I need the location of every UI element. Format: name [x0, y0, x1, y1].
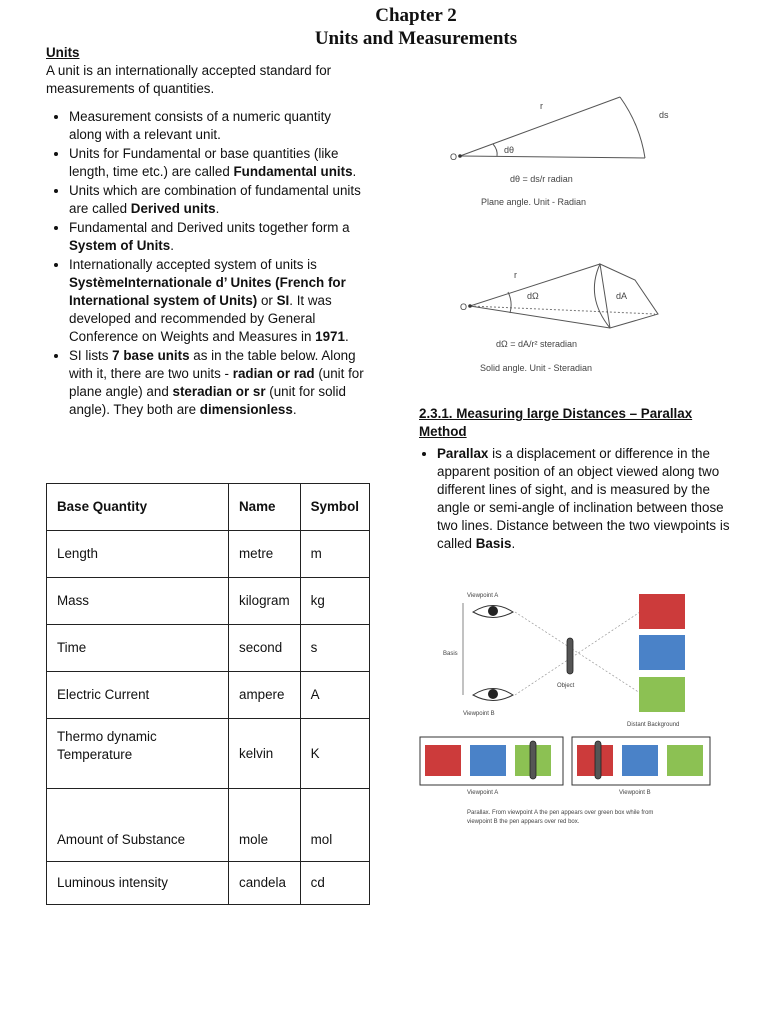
label-distant-background: Distant Background [627, 722, 680, 728]
table-cell: Mass [47, 578, 229, 625]
label-view-a: Viewpoint A [467, 790, 499, 796]
text-run: Internationally accepted system of units is [69, 257, 317, 272]
units-section [46, 44, 364, 420]
table-cell: kelvin [229, 719, 301, 789]
table-cell: A [300, 672, 369, 719]
table-row [47, 789, 370, 862]
table-cell: K [300, 719, 369, 789]
table-header-cell: Base Quantity [47, 484, 229, 531]
view-b-pen [595, 741, 601, 779]
table-cell: candela [229, 862, 301, 905]
table-cell: Luminous intensity [47, 862, 229, 905]
table-header-row [47, 484, 370, 531]
label-da: dA [616, 291, 628, 301]
parallax-bullet-list [419, 445, 741, 553]
label-o: O [460, 302, 468, 312]
background-box-blue [639, 635, 685, 670]
label-domega: dΩ [527, 291, 539, 301]
table-header-cell: Symbol [300, 484, 369, 531]
table-header-cell: Name [229, 484, 301, 531]
table-cell: Amount of Substance [47, 789, 229, 862]
view-b-blue [622, 745, 658, 776]
label-object: Object [557, 683, 575, 689]
text-run: is a displacement or difference in the apparent position of an object viewed along two different lines of sight, and is measured by the angle or semi-angle of inclination between those two lines. Distance between the two viewpoints is called [437, 446, 730, 551]
chapter-heading: Chapter 2 [375, 5, 457, 26]
bold-text: Basis [475, 536, 512, 551]
cone-edge-lower [470, 306, 610, 328]
origin-point [468, 304, 472, 308]
table-cell: m [300, 531, 369, 578]
area-da [600, 264, 658, 328]
table-cell: s [300, 625, 369, 672]
bold-text: Parallax [437, 446, 489, 461]
view-a-pen [530, 741, 536, 779]
table-cell: ampere [229, 672, 301, 719]
table-row [47, 672, 370, 719]
text-run: (unit for solid angle). They both are [69, 384, 346, 417]
text-run: . [215, 201, 220, 216]
view-b-green [667, 745, 703, 776]
text-run: Measurement consists of a numeric quantity along with a relevant unit. [69, 109, 331, 142]
parallax-caption-line1: Parallax. From viewpoint A the pen appears over green box while from [467, 810, 654, 816]
text-run: . It was developed and recommended by General Conference on Weights and Measures in [69, 293, 332, 344]
arc-ds [620, 97, 645, 158]
cone-front-curve [594, 264, 610, 328]
bullet-item [69, 108, 364, 144]
text-run: . [292, 402, 297, 417]
plane-angle-figure [440, 90, 700, 215]
view-a-blue [470, 745, 506, 776]
text-run: Units which are combination of fundamental units are called [69, 183, 361, 216]
table-cell: cd [300, 862, 369, 905]
table-cell: Electric Current [47, 672, 229, 719]
text-run: Units for Fundamental or base quantities (like length, time etc.) are called [69, 146, 339, 179]
label-basis: Basis [443, 651, 458, 657]
units-bullet-list [46, 108, 364, 419]
table-cell: kilogram [229, 578, 301, 625]
text-run: SI lists [69, 348, 113, 363]
bold-text: radian or rad [232, 366, 315, 381]
table-cell: second [229, 625, 301, 672]
table-row [47, 578, 370, 625]
plane-angle-caption: Plane angle. Unit - Radian [481, 197, 587, 207]
text-run: or [257, 293, 277, 308]
label-view-b: Viewpoint B [619, 790, 651, 796]
bullet-item [69, 256, 364, 346]
parallax-caption-line2: viewpoint B the pen appears over red box. [467, 819, 580, 825]
units-intro: A unit is an internationally accepted standard for measurements of quantities. [46, 63, 332, 96]
text-run: . [344, 329, 349, 344]
label-r: r [514, 270, 517, 280]
label-r: r [540, 101, 543, 111]
bold-text: SI [276, 293, 290, 308]
solid-angle-formula: dΩ = dA/r² steradian [496, 339, 578, 349]
bullet-item [69, 219, 364, 255]
text-run: . [352, 164, 357, 179]
bullet-item [69, 145, 364, 181]
eye-icon [473, 606, 513, 618]
text-run: as in the table below. Along with it, there are two units - [69, 348, 356, 381]
table-row [47, 625, 370, 672]
text-run: (unit for plane angle) and [69, 366, 364, 399]
table-cell: mole [229, 789, 301, 862]
plane-angle-formula: dθ = ds/r radian [510, 174, 573, 184]
eye-icon [473, 689, 513, 701]
bold-text: 1971 [315, 329, 345, 344]
origin-point [458, 154, 462, 158]
bullet-item [69, 182, 364, 218]
table-row [47, 531, 370, 578]
bold-text: SystèmeInternationale d’ Unites (French for International system of Units) [69, 275, 346, 308]
solid-angle-arc [508, 292, 511, 313]
bold-text: System of Units [69, 238, 171, 253]
table-cell: kg [300, 578, 369, 625]
parallax-heading: 2.3.1. Measuring large Distances – Parallax Method [419, 406, 693, 439]
background-box-green [639, 677, 685, 712]
bold-text: Fundamental units [233, 164, 353, 179]
parallax-figure [415, 585, 715, 835]
text-run: . [511, 536, 516, 551]
parallax-section [419, 405, 741, 553]
view-a-red [425, 745, 461, 776]
table-cell: mol [300, 789, 369, 862]
sight-line-b [515, 612, 640, 695]
label-viewpoint-b: Viewpoint B [463, 711, 495, 717]
table-cell: Length [47, 531, 229, 578]
table-row [47, 719, 370, 789]
background-box-red [639, 594, 685, 629]
bold-text: dimensionless [199, 402, 293, 417]
bold-text: 7 base units [112, 348, 190, 363]
label-dtheta: dθ [504, 145, 515, 155]
angle-arc [493, 144, 497, 156]
radius-line-lower [460, 156, 645, 158]
base-units-table [46, 483, 370, 905]
label-o: O [450, 152, 458, 162]
bullet-item [69, 347, 364, 419]
pen-object [567, 638, 573, 674]
solid-angle-caption: Solid angle. Unit - Steradian [480, 363, 593, 373]
text-run: Fundamental and Derived units together form a [69, 220, 350, 235]
solid-angle-figure [450, 262, 700, 377]
label-viewpoint-a: Viewpoint A [467, 593, 499, 599]
bullet-item [437, 445, 741, 553]
label-ds: ds [659, 110, 669, 120]
text-run: . [170, 238, 174, 253]
sight-line-a [515, 612, 640, 693]
table-row [47, 862, 370, 905]
table-cell: metre [229, 531, 301, 578]
units-heading: Units [46, 45, 80, 60]
bold-text: steradian or sr [172, 384, 266, 399]
table-cell: Thermo dynamic Temperature [47, 719, 229, 789]
page-title: Units and Measurements [314, 28, 518, 49]
table-cell: Time [47, 625, 229, 672]
bold-text: Derived units [130, 201, 216, 216]
